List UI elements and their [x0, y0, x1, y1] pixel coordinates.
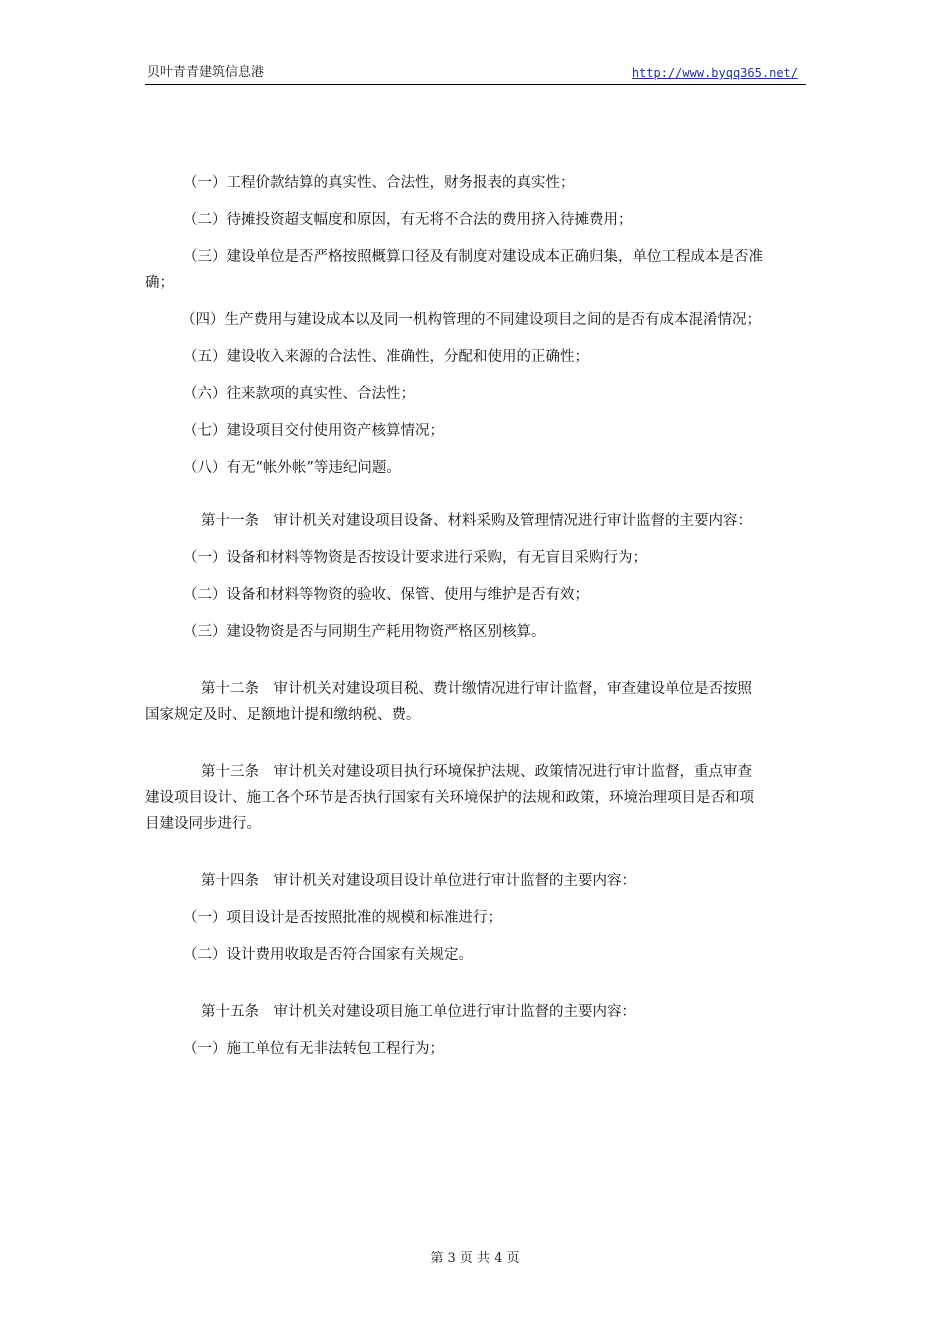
page-header	[145, 64, 806, 85]
header-title: 贝叶青青建筑信息港	[147, 65, 265, 80]
list-item: （六）往来款项的真实性、合法性；	[183, 386, 415, 402]
list-item: （五）建设收入来源的合法性、准确性，分配和使用的正确性；	[183, 349, 589, 365]
list-item: （三）建设单位是否严格按照概算口径及有制度对建设成本正确归集，单位工程成本是否准确；	[145, 249, 763, 291]
list-item: （二）设备和材料等物资的验收、保管、使用与维护是否有效；	[183, 587, 589, 603]
list-item: （三）建设物资是否与同期生产耗用物资严格区别核算。	[183, 624, 546, 640]
list-item: （七）建设项目交付使用资产核算情况；	[183, 423, 444, 439]
article-15: 第十五条 审计机关对建设项目施工单位进行审计监督的主要内容：	[201, 1004, 636, 1020]
list-item: （一）工程价款结算的真实性、合法性，财务报表的真实性；	[183, 175, 575, 191]
list-item: （一）施工单位有无非法转包工程行为；	[183, 1041, 444, 1057]
document-body	[145, 170, 765, 1073]
article-13: 第十三条 审计机关对建设项目执行环境保护法规、政策情况进行审计监督，重点审查建设项目设计、施工各个环节是否执行国家有关环境保护的法规和政策，环境治理项目是否和项目建设同步进行。	[145, 764, 754, 832]
list-item: （二）设计费用收取是否符合国家有关规定。	[183, 947, 473, 963]
list-item: （一）设备和材料等物资是否按设计要求进行采购，有无盲目采购行为；	[183, 550, 647, 566]
list-item: （二）待摊投资超支幅度和原因，有无将不合法的费用挤入待摊费用；	[183, 212, 633, 228]
article-12: 第十二条 审计机关对建设项目税、费计缴情况进行审计监督，审查建设单位是否按照国家规定及时、足额地计提和缴纳税、费。	[145, 681, 752, 723]
article-14: 第十四条 审计机关对建设项目设计单位进行审计监督的主要内容：	[201, 873, 636, 889]
list-item: （四）生产费用与建设成本以及同一机构管理的不同建设项目之间的是否有成本混淆情况；	[181, 312, 761, 328]
article-11: 第十一条 审计机关对建设项目设备、材料采购及管理情况进行审计监督的主要内容：	[201, 513, 752, 529]
header-url-link[interactable]: http://www.byqq365.net/	[631, 66, 798, 80]
list-item: （一）项目设计是否按照批准的规模和标准进行；	[183, 910, 502, 926]
list-item: （八）有无“帐外帐”等违纪问题。	[183, 460, 401, 476]
page-number-footer: 第 3 页 共 4 页	[430, 1251, 520, 1266]
